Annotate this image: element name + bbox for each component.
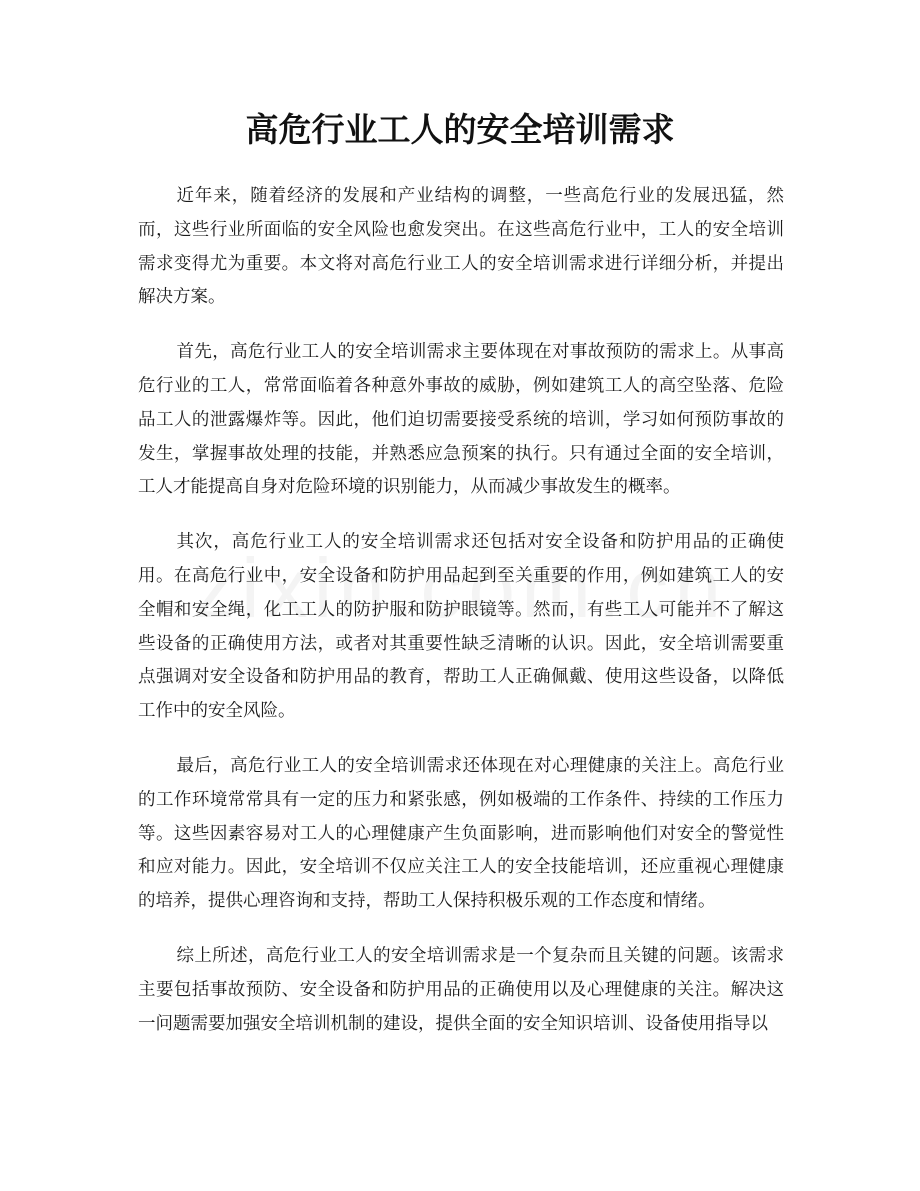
document-title: 高危行业工人的安全培训需求 bbox=[245, 110, 675, 149]
paragraph-accident-prevention: 首先，高危行业工人的安全培训需求主要体现在对事故预防的需求上。从事高危行业的工人，常常面临着各种意外事故的威胁，例如建筑工人的高空坠落、危险品工人的泄露爆炸等。因此，他们迫切需要接受系统的培训，学习如何预防事故的发生，掌握事故处理的技能，并熟悉应急预案的执行。只有通过全面的安全培训，工人才能提高自身对危险环境的识别能力，从而减少事故发生的概率。 bbox=[138, 342, 784, 498]
paragraph-mental-health: 最后，高危行业工人的安全培训需求还体现在对心理健康的关注上。高危行业的工作环境常常具有一定的压力和紧张感，例如极端的工作条件、持续的工作压力等。这些因素容易对工人的心理健康产生负面影响，进而影响他们对安全的警觉性和应对能力。因此，安全培训不仅应关注工人的安全技能培训，还应重视心理健康的培养，提供心理咨询和支持，帮助工人保持积极乐观的工作态度和情绪。 bbox=[138, 755, 784, 912]
paragraph-intro: 近年来，随着经济的发展和产业结构的调整，一些高危行业的发展迅猛，然而，这些行业所面临的安全风险也愈发突出。在这些高危行业中，工人的安全培训需求变得尤为重要。本文将对高危行业工人的安全培训需求进行详细分析，并提出解决方案。 bbox=[138, 186, 784, 308]
paragraph-safety-equipment: 其次，高危行业工人的安全培训需求还包括对安全设备和防护用品的正确使用。在高危行业中，安全设备和防护用品起到至关重要的作用，例如建筑工人的安全帽和安全绳，化工工人的防护服和防护眼镜等。然而，有些工人可能并不了解这些设备的正确使用方法，或者对其重要性缺乏清晰的认识。因此，安全培训需要重点强调对安全设备和防护用品的教育，帮助工人正确佩戴、使用这些设备，以降低工作中的安全风险。 bbox=[138, 532, 784, 722]
paragraph-summary: 综上所述，高危行业工人的安全培训需求是一个复杂而且关键的问题。该需求主要包括事故预防、安全设备和防护用品的正确使用以及心理健康的关注。解决这一问题需要加强安全培训机制的建设，提供全面的安全知识培训、设备使用指导以 bbox=[138, 945, 784, 1034]
document-body bbox=[138, 180, 784, 1062]
